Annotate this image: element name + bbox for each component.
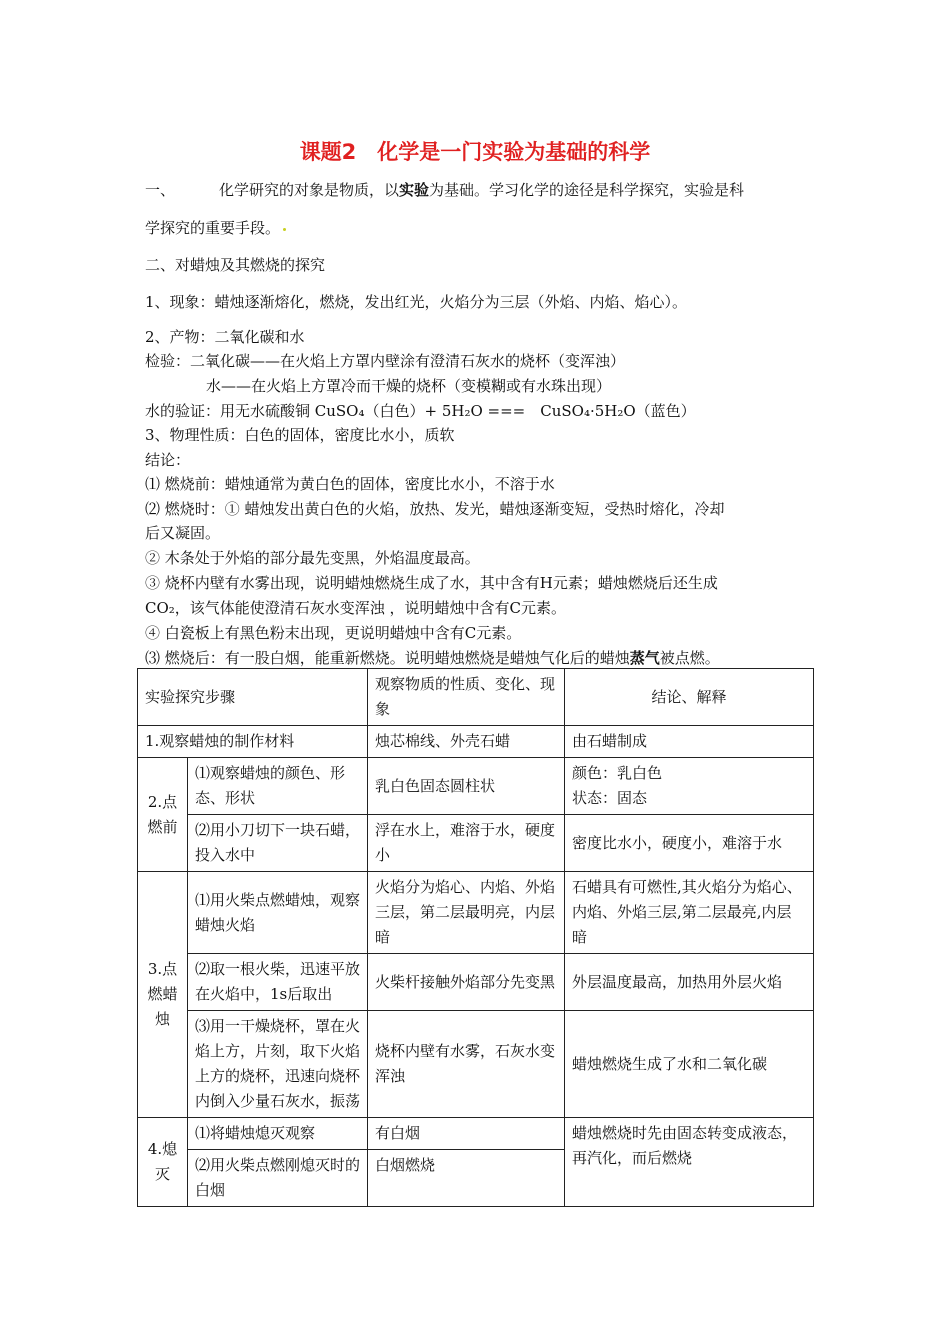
table-row: ⑶用一干燥烧杯，罩在火焰上方，片刻，取下火焰上方的烧杯，迅速向烧杯内倒入少量石灰水，振荡 烧杯内壁有水雾，石灰水变浑浊 蜡烛燃烧生成了水和二氧化碳 xyxy=(138,1011,814,1118)
text-products: 2、产物：二氧化碳和水 xyxy=(145,328,305,346)
table-header-row xyxy=(138,669,814,726)
paragraph-continued: 学探究的重要手段。 xyxy=(145,218,286,238)
group-label: 3.点燃蜡烛 xyxy=(138,872,188,1118)
page-title: 课题2 化学是一门实验为基础的科学 xyxy=(299,140,651,164)
text-after-burning: ⑶ 燃烧后：有一股白烟，能重新燃烧。说明蜡烛燃烧是蜡烛气化后的蜡烛蒸气被点燃。 xyxy=(145,649,720,667)
text-phenomena: 1、现象：蜡烛逐渐熔化，燃烧，发出红光，火焰分为三层（外焰、内焰、焰心）。 xyxy=(145,293,688,311)
table-row: ⑵用火柴点燃刚熄灭时的白烟 白烟燃烧 xyxy=(138,1150,814,1207)
text-during-burning: ⑵ 燃烧时：① 蜡烛发出黄白色的火焰，放热、发光，蜡烛逐渐变短，受热时熔化，冷却 xyxy=(145,500,725,518)
text-before-burning: ⑴ 燃烧前：蜡烛通常为黄白色的固体，密度比水小，不溶于水 xyxy=(145,475,555,493)
text-co2-carbon: CO₂，该气体能使澄清石灰水变浑浊 ，说明蜡烛中含有C元素。 xyxy=(145,599,567,617)
text-test-water: 水——在火焰上方罩冷而干燥的烧杯（变模糊或有水珠出现） xyxy=(206,377,612,395)
header-step: 实验探究步骤 xyxy=(138,669,368,726)
text-during-burning-cont: 后又凝固。 xyxy=(145,524,221,542)
section-number: 一、 xyxy=(145,181,176,199)
table-row: 2.点燃前 ⑴观察蜡烛的颜色、形态、形状 乳白色固态圆柱状 颜色：乳白色 状态：固态 xyxy=(138,758,814,815)
group-label: 2.点燃前 xyxy=(138,758,188,872)
text-physical-properties: 3、物理性质：白色的固体，密度比水小，质软 xyxy=(145,426,455,444)
table-row: 1.观察蜡烛的制作材料 烛芯棉线、外壳石蜡 由石蜡制成 xyxy=(138,726,814,758)
text-outer-flame: ② 木条处于外焰的部分最先变黑，外焰温度最高。 xyxy=(145,549,480,567)
header-conclusion: 结论、解释 xyxy=(565,669,814,726)
text-test-co2: 检验：二氧化碳——在火焰上方罩内壁涂有澄清石灰水的烧杯（变浑浊） xyxy=(145,352,626,370)
text-black-powder: ④ 白瓷板上有黑色粉末出现，更说明蜡烛中含有C元素。 xyxy=(145,624,522,642)
header-observation: 观察物质的性质、变化、现象 xyxy=(368,669,565,726)
text-water-mist: ③ 烧杯内壁有水雾出现，说明蜡烛燃烧生成了水，其中含有H元素；蜡烛燃烧后还生成 xyxy=(145,574,718,592)
text-water-verify: 水的验证：用无水硫酸铜 CuSO₄（白色）+ 5H₂O === CuSO₄·5H₂O（蓝色） xyxy=(145,402,696,420)
text-conclusion-label: 结论： xyxy=(145,451,191,469)
table-row: ⑵取一根火柴，迅速平放在火焰中，1s后取出 火柴杆接触外焰部分先变黑 外层温度最高，加热用外层火焰 xyxy=(138,954,814,1011)
experiment-table xyxy=(137,668,814,1207)
section-heading: 二、对蜡烛及其燃烧的探究 xyxy=(145,256,326,274)
dot-mark xyxy=(283,228,286,231)
group-label: 4.熄灭 xyxy=(138,1118,188,1207)
table-row: ⑵用小刀切下一块石蜡，投入水中 浮在水上，难溶于水，硬度小 密度比水小，硬度小，难溶于水 xyxy=(138,815,814,872)
table-row: 4.熄灭 ⑴将蜡烛熄灭观察 有白烟 蜡烛燃烧时先由固态转变成液态，再汽化，而后燃烧 xyxy=(138,1118,814,1150)
table-row: 3.点燃蜡烛 ⑴用火柴点燃蜡烛，观察蜡烛火焰 火焰分为焰心、内焰、外焰三层，第二层最明亮，内层暗 石蜡具有可燃性,其火焰分为焰心、内焰、外焰三层,第二层最亮,内层暗 xyxy=(138,872,814,954)
paragraph-research-object: 一、 化学研究的对象是物质，以实验为基础。学习化学的途径是科学探究，实验是科 xyxy=(145,181,745,199)
